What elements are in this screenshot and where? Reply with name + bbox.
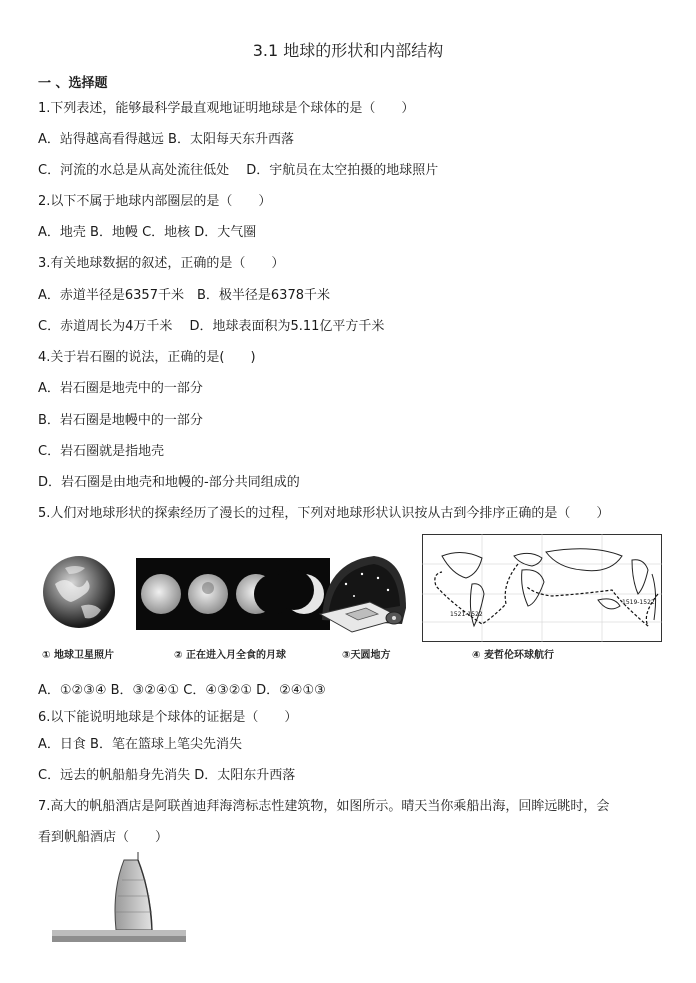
map-label-1519: 1519-1522 xyxy=(622,599,655,606)
page-title: 3.1 地球的形状和内部结构 xyxy=(252,41,444,60)
earth-satellite-photo xyxy=(41,554,117,630)
magellan-route-map xyxy=(422,534,662,642)
question-3-options-cd: C．赤道周长为4万千米 D．地球表面积为5.11亿平方千米 xyxy=(38,319,385,334)
sail-hotel-image xyxy=(52,850,186,942)
question-4-option-c: C．岩石圈就是指地壳 xyxy=(38,444,165,459)
heaven-earth-model xyxy=(316,548,412,640)
question-3-options-ab: A．赤道半径是6357千米 B．极半径是6378千米 xyxy=(38,288,330,303)
question-4-option-b: B．岩石圈是地幔中的一部分 xyxy=(38,413,203,428)
caption-earth-photo: ① 地球卫星照片 xyxy=(42,650,114,661)
caption-lunar-eclipse: ② 正在进入月全食的月球 xyxy=(174,650,286,661)
question-2-options: A．地壳 B．地幔 C．地核 D．大气圈 xyxy=(38,225,257,240)
question-1-stem: 1.下列表述，能够最科学最直观地证明地球是个球体的是（ ） xyxy=(38,101,415,116)
question-6-options-ab: A．日食 B．笔在篮球上笔尖先消失 xyxy=(38,737,242,752)
question-6-stem: 6.以下能说明地球是个球体的证据是（ ） xyxy=(38,710,298,725)
question-5-options: A．①②③④ B．③②④① C．④③②① D．②④①③ xyxy=(38,683,326,698)
question-5-figure xyxy=(38,534,658,664)
section-heading: 一 、选择题 xyxy=(38,76,108,91)
question-1-options-ab: A．站得越高看得越远 B．太阳每天东升西落 xyxy=(38,132,294,147)
question-4-option-a: A．岩石圈是地壳中的一部分 xyxy=(38,381,203,396)
question-1-options-cd: C．河流的水总是从高处流往低处 D．宇航员在太空拍摄的地球照片 xyxy=(38,163,439,178)
question-7-stem-line1: 7.高大的帆船酒店是阿联酋迪拜海湾标志性建筑物，如图所示。晴天当你乘船出海，回眸远眺时，会 xyxy=(38,799,610,814)
caption-magellan: ④ 麦哲伦环球航行 xyxy=(472,650,554,661)
map-label-1521: 1521-1522 xyxy=(450,611,483,618)
caption-heaven-earth: ③天圆地方 xyxy=(342,650,391,661)
question-7-stem-line2: 看到帆船酒店（ ） xyxy=(38,830,169,845)
question-4-option-d: D．岩石圈是由地壳和地幔的-部分共同组成的 xyxy=(38,475,300,490)
question-2-stem: 2.以下不属于地球内部圈层的是（ ） xyxy=(38,194,272,209)
question-3-stem: 3.有关地球数据的叙述，正确的是（ ） xyxy=(38,256,285,271)
lunar-eclipse-photos xyxy=(136,558,330,630)
question-5-stem: 5.人们对地球形状的探索经历了漫长的过程，下列对地球形状认识按从古到今排序正确的是（ ） xyxy=(38,506,610,521)
question-4-stem: 4.关于岩石圈的说法，正确的是( ) xyxy=(38,350,256,365)
question-6-options-cd: C．远去的帆船船身先消失 D．太阳东升西落 xyxy=(38,768,296,783)
